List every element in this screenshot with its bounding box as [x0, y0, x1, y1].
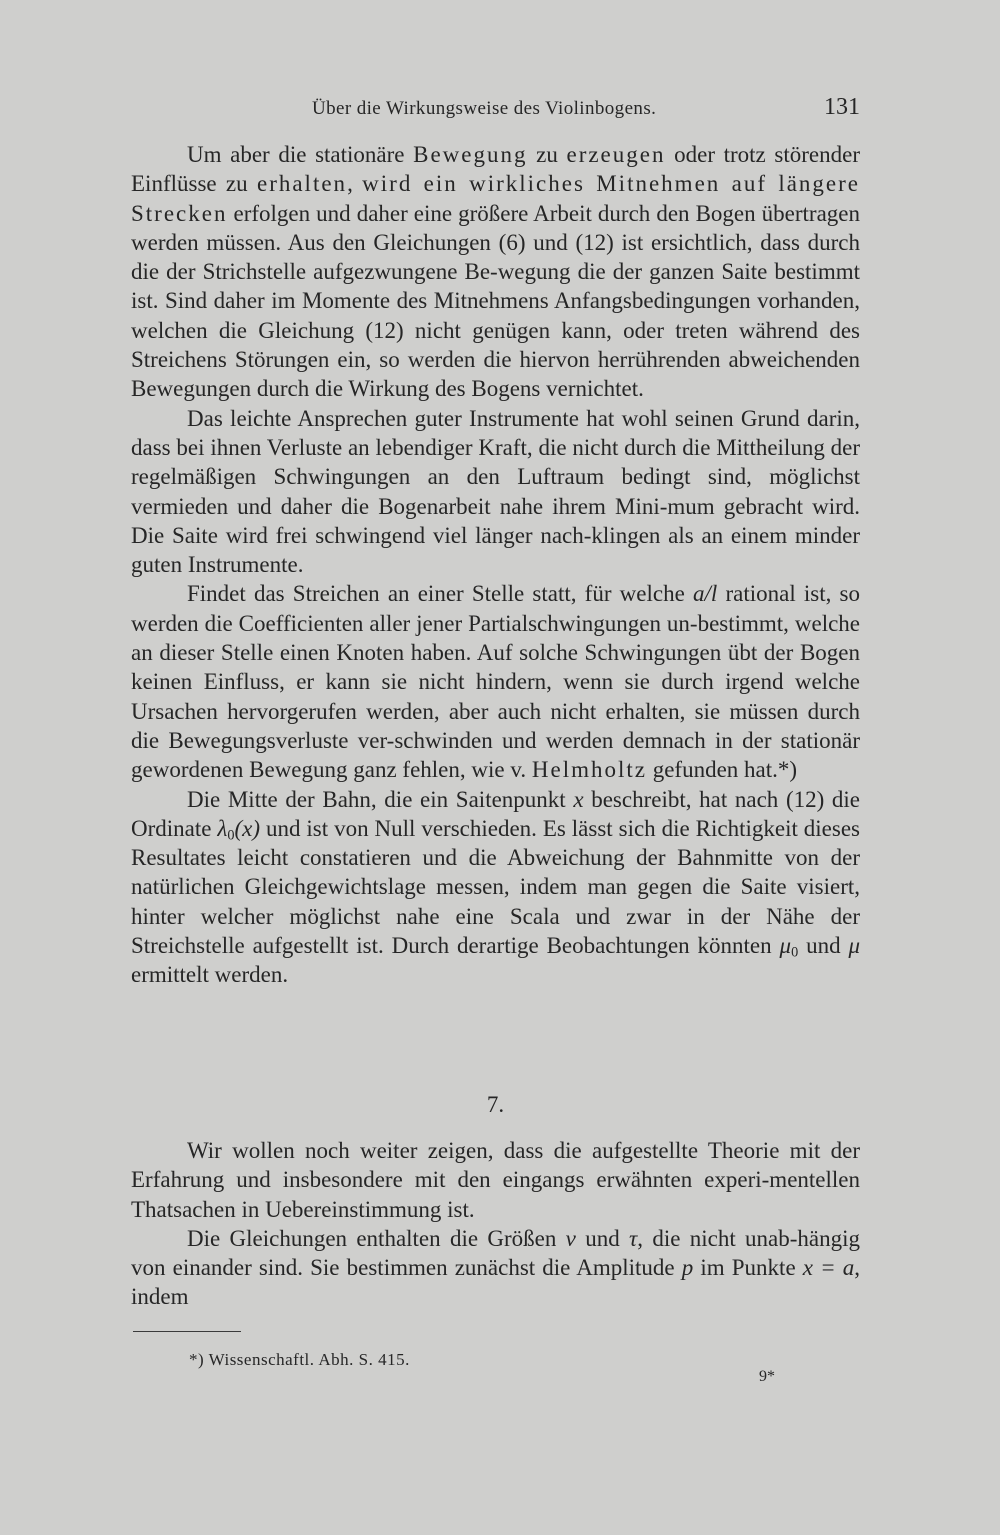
page-number: 131	[824, 94, 860, 120]
spaced-text: Bewegung	[413, 142, 528, 167]
math-variable: x	[573, 786, 584, 812]
footnote: *) Wissenschaftl. Abh. S. 415.	[189, 1350, 410, 1369]
math-variable: p	[681, 1255, 694, 1281]
math-subscript: 0	[227, 827, 235, 844]
running-title: Über die Wirkungsweise des Violinbogens.	[312, 98, 657, 119]
text-run: und ist von Null verschieden. Es lässt sich die Richtigkeit dieses Resultates leicht constatieren und die Abweichung der Bahnmitte von der natürlichen Gleichgewichtslage messen, indem man gegen die Saite visiert, hinter welcher möglichst nahe eine Scala und zwar in der Nähe der Streichstelle aufgestellt ist. Durch derartige Beobachtungen könnten	[131, 815, 860, 959]
spaced-text: erzeugen	[566, 142, 666, 167]
text-run: und	[798, 933, 849, 959]
paragraph-2: Das leichte Ansprechen guter Instrumente hat wohl seinen Grund darin, dass bei ihnen Verluste an lebendiger Kraft, die nicht durch die Mittheilung der regelmäßigen Schwingungen an den Luftraum bedingt sind, möglichst vermieden und daher die Bogenarbeit nahe ihrem Mini-mum gebracht wird. Die Saite wird frei schwingend viel länger nach-klingen als an einem minder guten Instrumente.	[131, 405, 860, 578]
text-run: , indem	[131, 1255, 861, 1310]
math-subscript: 0	[791, 944, 799, 961]
text-run: erfolgen und daher eine größere Arbeit durch den Bogen übertragen werden müssen. Aus den Gleichungen (6) und (12) ist ersichtlich, dass durch die der Strichstelle aufgezwungene Be-wegung die der ganzen Saite bestimmt ist. Sind daher im Momente des Mitnehmens Anfangsbedingungen vorhanden, welchen die Gleichung (12) nicht genügen kann, oder treten während des Streichens Störungen ein, so werden die hiervon herrührenden abweichenden Bewegungen durch die Wirkung des Bogens vernichtet.	[131, 200, 860, 402]
text-run: und	[575, 1225, 630, 1251]
paragraph-4	[131, 785, 860, 990]
text-run: oder trotz störender Einflüsse zu	[131, 142, 860, 197]
text-run: gefunden hat.*)	[646, 757, 798, 783]
math-symbol: λ	[217, 815, 228, 841]
main-text	[131, 140, 860, 990]
text-run: Findet das Streichen an einer Stelle statt, für welche	[187, 581, 693, 607]
math-symbol: μ	[848, 933, 861, 959]
math-variable: (x)	[234, 815, 261, 841]
author-name: Helmholtz	[531, 757, 647, 783]
spaced-text: erhalten	[256, 171, 348, 197]
text-run: ,	[347, 171, 363, 197]
paragraph-6	[131, 1224, 860, 1312]
section-number: 7.	[486, 1092, 505, 1117]
footnote-divider	[133, 1331, 241, 1332]
math-symbol: τ	[629, 1225, 638, 1251]
text-run: im Punkte	[693, 1255, 803, 1281]
math-ratio: a/l	[693, 581, 718, 607]
paragraph-3	[131, 579, 860, 784]
text-run: beschreibt, hat nach (12) die Ordinate	[131, 786, 861, 841]
text-run: , die nicht unab-hängig von einander sind. Sie bestimmen zunächst die Amplitude	[131, 1225, 860, 1281]
math-equation: x = a	[802, 1255, 855, 1281]
text-run: Um aber die stationäre	[187, 142, 414, 167]
math-symbol: μ	[779, 933, 792, 959]
paragraph-5: Wir wollen noch weiter zeigen, dass die aufgestellte Theorie mit der Erfahrung und insbesondere mit den eingangs erwähnten experi-mentellen Thatsachen in Uebereinstimmung ist.	[131, 1138, 860, 1222]
text-run: Die Gleichungen enthalten die Größen	[187, 1225, 566, 1251]
text-run: rational ist, so werden die Coefficienten aller jener Partialschwingungen un-bestimmt, welche an dieser Stelle einen Knoten haben. Auf solche Schwingungen übt der Bogen keinen Einfluss, er kann sie nicht hindern, wenn sie durch irgend welche Ursachen hervorgerufen werden, aber auch nicht erhalten, sie müssen durch die Bewegungsverluste ver-schwinden und werden demnach in der stationär gewordenen Bewegung ganz fehlen, wie v.	[131, 581, 860, 783]
signature-mark: 9*	[759, 1368, 775, 1385]
spaced-text: wird ein wirkliches Mitnehmen auf längere Strecken	[131, 171, 860, 226]
text-run: zu	[527, 142, 567, 167]
section-text	[131, 1136, 860, 1312]
text-run: Die Mitte der Bahn, die ein Saitenpunkt	[187, 786, 574, 812]
paragraph-1	[131, 140, 860, 404]
math-variable: v	[565, 1225, 576, 1251]
text-run: ermittelt werden.	[131, 962, 289, 988]
page-header	[130, 96, 860, 126]
